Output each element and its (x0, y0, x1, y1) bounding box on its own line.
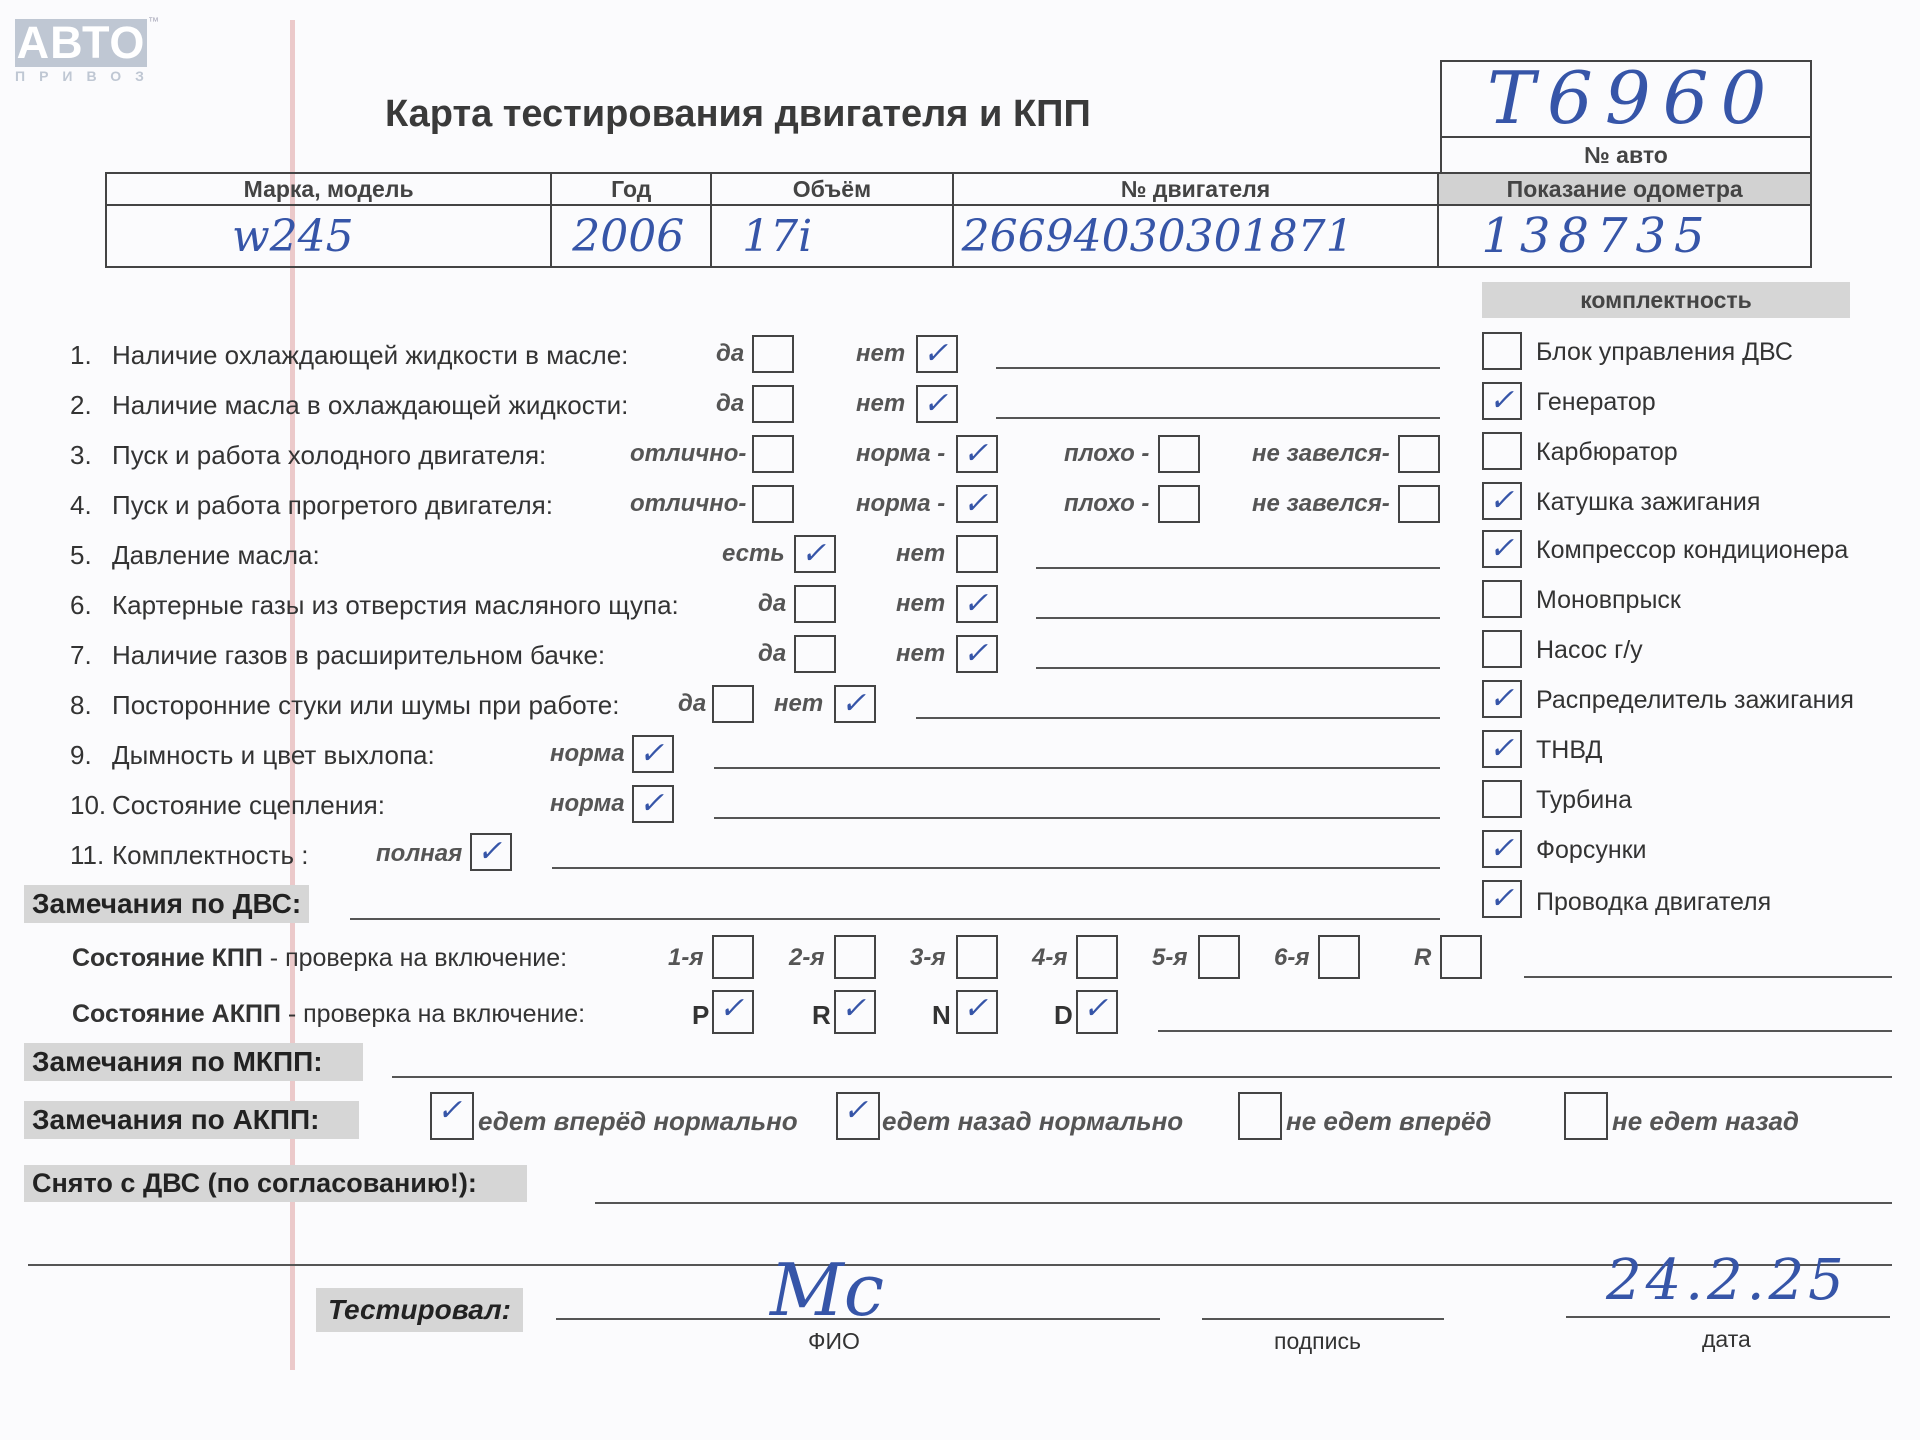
q1-yes-checkbox[interactable] (752, 335, 794, 373)
signature-label: подпись (1274, 1328, 1361, 1354)
complete-turbo-checkbox[interactable] (1482, 780, 1522, 818)
q8-number: 8. (70, 690, 92, 720)
check-mark-icon: ✓ (963, 486, 989, 521)
complete-generator-checkbox[interactable] (1482, 382, 1522, 420)
kpp-gear-2-checkbox[interactable] (834, 935, 876, 979)
q2-text: Наличие масла в охлаждающей жидкости: (112, 390, 629, 420)
check-mark-icon: ✓ (1489, 383, 1515, 418)
q3-bad-checkbox[interactable] (1158, 435, 1200, 473)
q11-full-checkbox[interactable] (470, 833, 512, 871)
check-mark-icon: ✓ (1489, 731, 1515, 766)
completeness-title: комплектность (1482, 282, 1850, 318)
car-number-value: Т6960 (1487, 56, 1779, 140)
fio-label: ФИО (808, 1328, 860, 1354)
akpp-mode-n-label: N (932, 1000, 951, 1030)
q1-text: Наличие охлаждающей жидкости в масле: (112, 340, 629, 370)
q2-number: 2. (70, 390, 92, 420)
check-mark-icon: ✓ (963, 636, 989, 671)
kpp-label (72, 944, 567, 973)
akpp-mode-r-checkbox[interactable] (834, 990, 876, 1034)
tested-date-value: 24.2.25 (1606, 1248, 1848, 1313)
q8-yes-checkbox[interactable] (712, 685, 754, 723)
fio-line (556, 1318, 1160, 1320)
kpp-gear-3-label: 3-я (910, 944, 946, 971)
complete-wiring-checkbox[interactable] (1482, 880, 1522, 918)
kpp-label-rest: - проверка на включение: (262, 944, 568, 972)
q6-opt-no: нет (896, 590, 946, 617)
header-col-year: Год (551, 173, 711, 205)
complete-ignition-coil-label: Катушка зажигания (1536, 488, 1761, 516)
q3-no-start-checkbox[interactable] (1398, 435, 1440, 473)
q7-yes-checkbox[interactable] (794, 635, 836, 673)
check-mark-icon: ✓ (923, 386, 949, 421)
q8-notes-line (916, 717, 1440, 719)
q4-no-start-checkbox[interactable] (1398, 485, 1440, 523)
complete-wiring-label: Проводка двигателя (1536, 888, 1772, 916)
value-odometer: 138735 (1438, 205, 1811, 267)
complete-ac-compressor-label: Компрессор кондиционера (1536, 536, 1849, 564)
q6-notes-line (1036, 617, 1440, 619)
kpp-label-bold: Состояние КПП (72, 944, 263, 972)
akpp-forward-ok-checkbox[interactable] (430, 1092, 474, 1140)
q2-no-checkbox[interactable] (916, 385, 958, 423)
q7-opt-no: нет (896, 640, 946, 667)
q1-number: 1. (70, 340, 92, 370)
q5-opt-yes: есть (722, 540, 785, 567)
complete-mono-injection-label: Моновпрыск (1536, 586, 1681, 614)
q3-normal-checkbox[interactable] (956, 435, 998, 473)
q3-number: 3. (70, 440, 92, 470)
kpp-gear-5-label: 5-я (1152, 944, 1188, 971)
q7-number: 7. (70, 640, 92, 670)
q4-excellent-checkbox[interactable] (752, 485, 794, 523)
complete-ecu-label: Блок управления ДВС (1536, 338, 1793, 366)
q6-number: 6. (70, 590, 92, 620)
complete-injectors-checkbox[interactable] (1482, 830, 1522, 868)
akpp-label (72, 1000, 585, 1029)
date-line (1566, 1316, 1890, 1318)
kpp-gear-1-label: 1-я (668, 944, 704, 971)
header-col-engine-number: № двигателя (953, 173, 1439, 205)
q7-opt-yes: да (758, 640, 787, 667)
q10-opt-normal: норма (550, 790, 625, 817)
q11-number: 11. (70, 840, 105, 870)
remarks-mkpp-label: Замечания по МКПП: (24, 1043, 363, 1081)
kpp-gear-1-checkbox[interactable] (712, 935, 754, 979)
akpp-mode-p-label: P (692, 1000, 710, 1030)
akpp-forward-ok-label: едет вперёд нормально (478, 1106, 798, 1136)
kpp-notes-line (1524, 976, 1892, 978)
kpp-gear-2-label: 2-я (789, 944, 825, 971)
check-mark-icon: ✓ (963, 586, 989, 621)
q4-opt-no-start: не завелся- (1252, 490, 1390, 517)
kpp-gear-r-checkbox[interactable] (1440, 935, 1482, 979)
q2-opt-no: нет (856, 390, 906, 417)
q4-normal-checkbox[interactable] (956, 485, 998, 523)
akpp-mode-p-checkbox[interactable] (712, 990, 754, 1034)
check-mark-icon: ✓ (477, 834, 503, 869)
q5-yes-checkbox[interactable] (794, 535, 836, 573)
q2-yes-checkbox[interactable] (752, 385, 794, 423)
q11-opt-full: полная (376, 840, 463, 867)
q3-excellent-checkbox[interactable] (752, 435, 794, 473)
kpp-gear-r-label: R (1414, 944, 1432, 971)
akpp-label-bold: Состояние АКПП (72, 1000, 281, 1028)
header-col-model: Марка, модель (106, 173, 551, 205)
q6-no-checkbox[interactable] (956, 585, 998, 623)
logo-subtitle: ПРИВОЗ (15, 68, 158, 84)
complete-carburetor-label: Карбюратор (1536, 438, 1678, 466)
complete-ac-compressor-checkbox[interactable] (1482, 530, 1522, 568)
akpp-mode-n-checkbox[interactable] (956, 990, 998, 1034)
date-label: дата (1702, 1326, 1751, 1352)
q10-text: Состояние сцепления: (112, 790, 385, 820)
akpp-no-reverse-label: не едет назад (1612, 1106, 1800, 1136)
complete-ps-pump-checkbox[interactable] (1482, 630, 1522, 668)
value-year: 2006 (551, 205, 711, 267)
akpp-no-forward-label: не едет вперёд (1286, 1106, 1492, 1136)
q3-text: Пуск и работа холодного двигателя: (112, 440, 547, 470)
tested-label: Тестировал: (316, 1288, 523, 1332)
q6-yes-checkbox[interactable] (794, 585, 836, 623)
q5-notes-line (1036, 567, 1440, 569)
vehicle-header-table (105, 172, 1812, 268)
akpp-no-reverse-checkbox[interactable] (1564, 1092, 1608, 1140)
kpp-gear-3-checkbox[interactable] (956, 935, 998, 979)
q9-normal-checkbox[interactable] (632, 735, 674, 773)
q10-notes-line (714, 817, 1440, 819)
q4-number: 4. (70, 490, 92, 520)
q1-opt-yes: да (716, 340, 745, 367)
remarks-engine-line (350, 918, 1440, 920)
check-mark-icon: ✓ (437, 1093, 463, 1128)
page-title: Карта тестирования двигателя и КПП (385, 93, 1091, 135)
q5-opt-no: нет (896, 540, 946, 567)
akpp-no-forward-checkbox[interactable] (1238, 1092, 1282, 1140)
q11-notes-line (552, 867, 1440, 869)
q4-bad-checkbox[interactable] (1158, 485, 1200, 523)
complete-turbo-label: Турбина (1536, 786, 1632, 814)
header-col-volume: Объём (711, 173, 952, 205)
check-mark-icon: ✓ (843, 1093, 869, 1128)
q8-text: Посторонние стуки или шумы при работе: (112, 690, 620, 720)
akpp-mode-d-label: D (1054, 1000, 1073, 1030)
check-mark-icon: ✓ (719, 991, 745, 1026)
complete-ps-pump-label: Насос г/у (1536, 636, 1643, 664)
removed-label: Снято с ДВС (по согласованию!): (24, 1165, 527, 1202)
value-engine-number: 26694030301871 (953, 205, 1439, 267)
complete-generator-label: Генератор (1536, 388, 1656, 416)
q8-no-checkbox[interactable] (834, 685, 876, 723)
q5-number: 5. (70, 540, 92, 570)
check-mark-icon: ✓ (1489, 831, 1515, 866)
car-number-box (1440, 56, 1812, 140)
check-mark-icon: ✓ (1489, 531, 1515, 566)
remarks-akpp-label: Замечания по АКПП: (24, 1101, 359, 1139)
q10-number: 10. (70, 790, 107, 820)
q4-opt-excellent: отлично- (630, 490, 747, 517)
tested-fio-value: Mc (770, 1248, 885, 1332)
akpp-notes-line (1158, 1030, 1892, 1032)
q9-text: Дымность и цвет выхлопа: (112, 740, 435, 770)
logo: АВТО (16, 17, 146, 68)
q3-opt-no-start: не завелся- (1252, 440, 1390, 467)
remarks-mkpp-line (392, 1076, 1892, 1078)
remarks-engine-label: Замечания по ДВС: (24, 885, 309, 923)
check-mark-icon: ✓ (1489, 681, 1515, 716)
q1-no-checkbox[interactable] (916, 335, 958, 373)
check-mark-icon: ✓ (963, 991, 989, 1026)
kpp-gear-4-checkbox[interactable] (1076, 935, 1118, 979)
q2-opt-yes: да (716, 390, 745, 417)
q5-no-checkbox[interactable] (956, 535, 998, 573)
q7-notes-line (1036, 667, 1440, 669)
complete-ignition-coil-checkbox[interactable] (1482, 482, 1522, 520)
complete-injection-pump-checkbox[interactable] (1482, 730, 1522, 768)
signature-line (1202, 1318, 1444, 1320)
car-number-label-cell (1440, 136, 1812, 174)
car-number-label: № авто (1584, 142, 1668, 168)
kpp-gear-6-checkbox[interactable] (1318, 935, 1360, 979)
check-mark-icon: ✓ (923, 336, 949, 371)
q6-opt-yes: да (758, 590, 787, 617)
q8-opt-no: нет (774, 690, 824, 717)
check-mark-icon: ✓ (1489, 881, 1515, 916)
complete-distributor-checkbox[interactable] (1482, 680, 1522, 718)
q1-opt-no: нет (856, 340, 906, 367)
removed-line-1 (595, 1202, 1892, 1204)
akpp-mode-d-checkbox[interactable] (1076, 990, 1118, 1034)
complete-carburetor-checkbox[interactable] (1482, 432, 1522, 470)
complete-injectors-label: Форсунки (1536, 836, 1647, 864)
check-mark-icon: ✓ (963, 436, 989, 471)
header-col-odometer: Показание одометра (1438, 173, 1811, 205)
kpp-gear-5-checkbox[interactable] (1198, 935, 1240, 979)
q11-text: Комплектность : (112, 840, 309, 870)
q3-opt-bad: плохо - (1064, 440, 1150, 467)
check-mark-icon: ✓ (1489, 483, 1515, 518)
q3-opt-normal: норма - (856, 440, 946, 467)
q7-no-checkbox[interactable] (956, 635, 998, 673)
check-mark-icon: ✓ (841, 686, 867, 721)
q4-opt-bad: плохо - (1064, 490, 1150, 517)
akpp-label-rest: - проверка на включение: (280, 1000, 586, 1028)
akpp-reverse-ok-checkbox[interactable] (836, 1092, 880, 1140)
q10-normal-checkbox[interactable] (632, 785, 674, 823)
q5-text: Давление масла: (112, 540, 320, 570)
q9-opt-normal: норма (550, 740, 625, 767)
q9-number: 9. (70, 740, 92, 770)
q4-text: Пуск и работа прогретого двигателя: (112, 490, 553, 520)
q3-opt-excellent: отлично- (630, 440, 747, 467)
value-volume: 17i (711, 205, 952, 267)
check-mark-icon: ✓ (639, 736, 665, 771)
akpp-reverse-ok-label: едет назад нормально (882, 1106, 1184, 1136)
complete-injection-pump-label: ТНВД (1536, 736, 1603, 764)
q6-text: Картерные газы из отверстия масляного щупа: (112, 590, 679, 620)
check-mark-icon: ✓ (1083, 991, 1109, 1026)
kpp-gear-4-label: 4-я (1032, 944, 1068, 971)
q7-text: Наличие газов в расширительном бачке: (112, 640, 606, 670)
q1-notes-line (996, 367, 1440, 369)
complete-distributor-label: Распределитель зажигания (1536, 686, 1854, 714)
q8-opt-yes: да (678, 690, 707, 717)
check-mark-icon: ✓ (801, 536, 827, 571)
complete-mono-injection-checkbox[interactable] (1482, 580, 1522, 618)
complete-ecu-checkbox[interactable] (1482, 332, 1522, 370)
value-model: w245 (106, 205, 551, 267)
logo-tm: ™ (148, 16, 159, 28)
akpp-mode-r-label: R (812, 1000, 831, 1030)
check-mark-icon: ✓ (841, 991, 867, 1026)
kpp-gear-6-label: 6-я (1274, 944, 1310, 971)
q2-notes-line (996, 417, 1440, 419)
q4-opt-normal: норма - (856, 490, 946, 517)
check-mark-icon: ✓ (639, 786, 665, 821)
q9-notes-line (714, 767, 1440, 769)
